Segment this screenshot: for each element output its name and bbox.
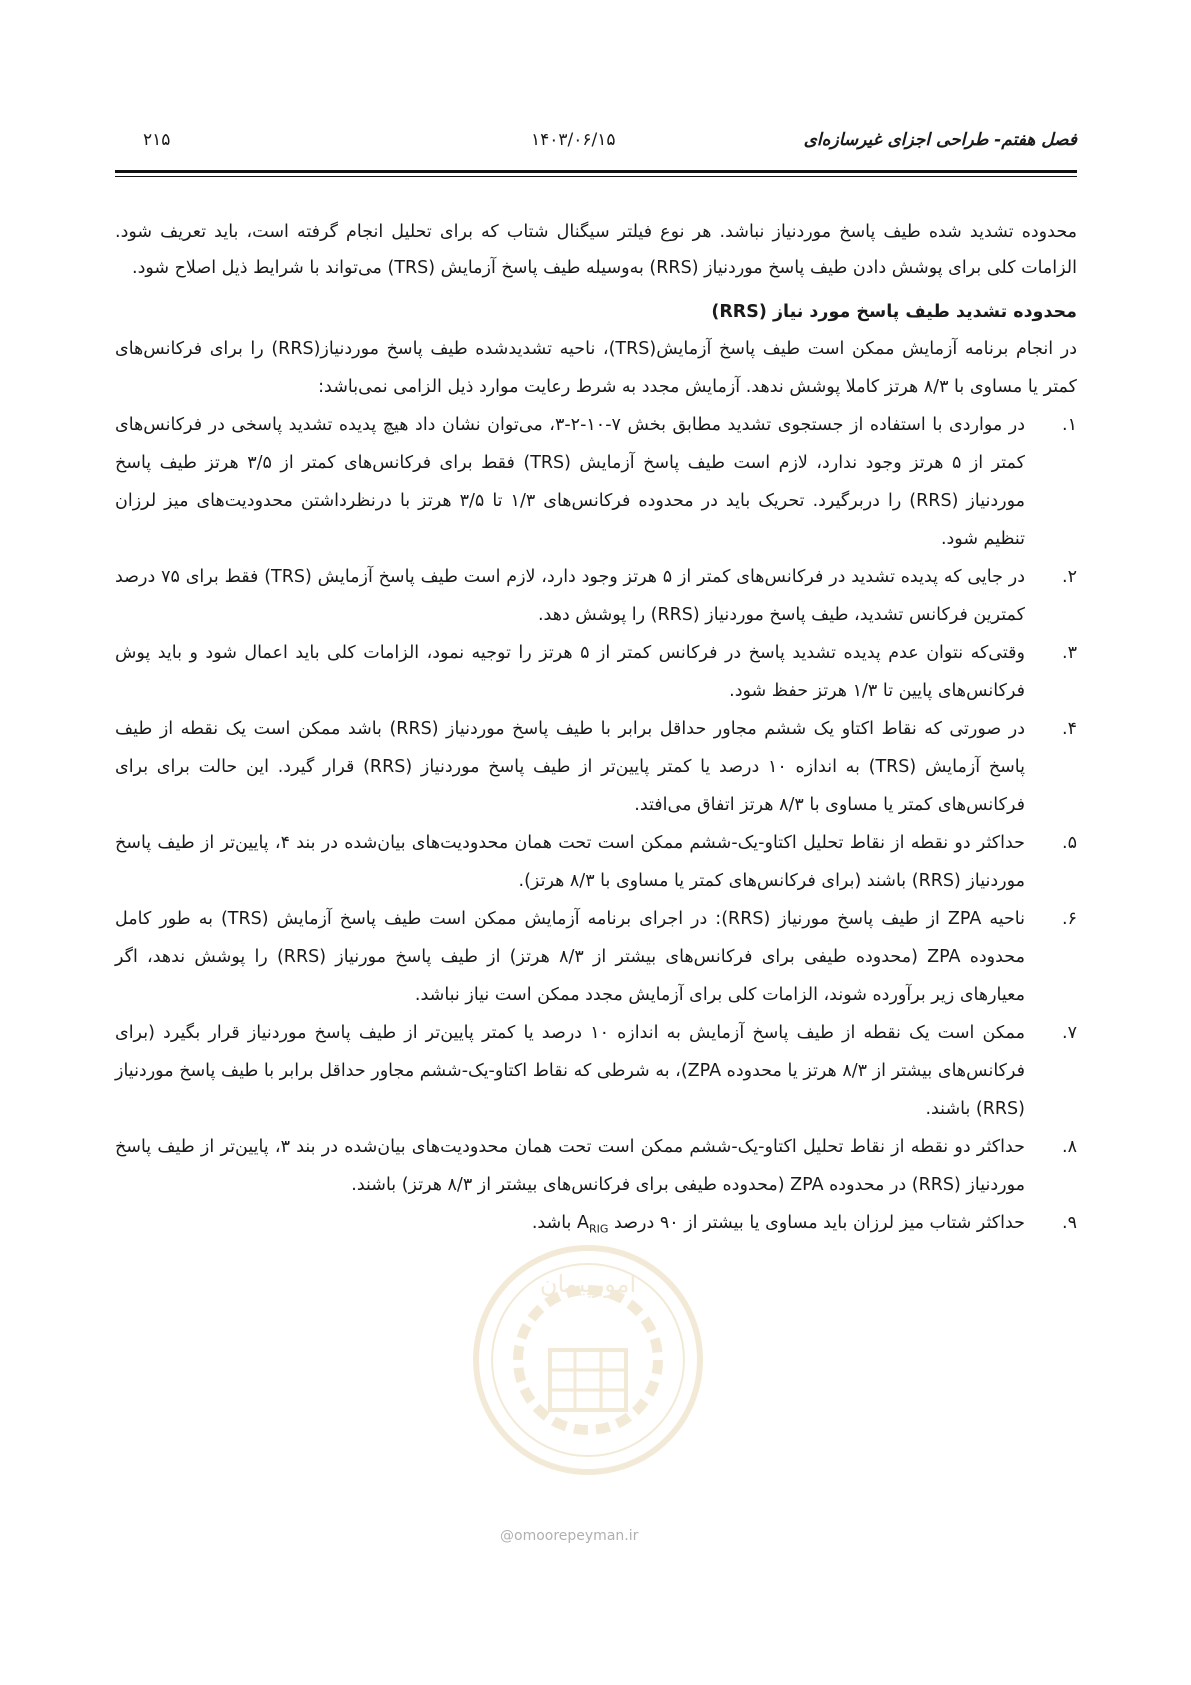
a-rig-symbol <box>577 1213 609 1236</box>
list-item-text: در جایی که پدیده تشدید در فرکانس‌های کمتر از ۵ هرتز وجود دارد، لازم است طیف پاسخ آزمایش (TRS) فقط برای ۷۵ درصد کمترین فرکانس تشدید، طیف پاسخ موردنیاز (RRS) را پوشش دهد. <box>115 567 1025 625</box>
list-item <box>115 824 1077 900</box>
list-item-text: در صورتی که نقاط اکتاو یک ششم مجاور حداقل برابر با طیف پاسخ موردنیاز (RRS) باشد ممکن است یک نقطه از طیف پاسخ آزمایش (TRS) به اندازه ۱۰ درصد یا کمتر پایین‌تر از طیف پاسخ موردنیاز (RRS) قرار گیرد. این حالت برای برای فرکانس‌های کمتر یا مساوی با ۸/۳ هرتز اتفاق می‌افتد. <box>115 719 1026 815</box>
list-item-text: حداکثر دو نقطه از نقاط تحلیل اکتاو-یک-ششم ممکن است تحت همان محدودیت‌های بیان‌شده در بند ۴، پایین‌تر از طیف پاسخ موردنیاز (RRS) باشند (برای فرکانس‌های کمتر یا مساوی با ۸/۳ هرتز). <box>115 833 1025 891</box>
list-item-number: ۱. <box>1062 415 1077 435</box>
requirements-list <box>115 406 1077 1249</box>
list-item <box>115 634 1077 710</box>
list-item <box>115 1014 1077 1128</box>
list-item-text-after: باشد. <box>531 1213 577 1233</box>
watermark-seal-icon <box>458 1230 718 1490</box>
symbol-a: A <box>577 1213 589 1233</box>
list-item-number: ۵. <box>1062 833 1077 853</box>
list-item <box>115 1204 1077 1249</box>
watermark-logo-text: امورپیمان <box>539 1270 637 1298</box>
list-item <box>115 406 1077 558</box>
list-item-text: وقتی‌که نتوان عدم پدیده تشدید پاسخ در فرکانس کمتر از ۵ هرتز را توجیه نمود، الزامات کلی باید اعمال شود و باید پوش فرکانس‌های پایین تا ۱/۳ هرتز حفظ شود. <box>115 643 1025 701</box>
list-item-number: ۳. <box>1062 643 1077 663</box>
main-content <box>115 214 1077 1249</box>
section-intro: در انجام برنامه آزمایش ممکن است طیف پاسخ آزمایش(TRS)، ناحیه تشدیدشده طیف پاسخ موردنیاز(RRS) را برای فرکانس‌های کمتر یا مساوی با ۸/۳ هرتز کاملا پوشش ندهد. آزمایش مجدد به شرط رعایت موارد ذیل الزامی نمی‌باشد: <box>115 339 1077 397</box>
list-item-number: ۸. <box>1062 1137 1077 1157</box>
list-item-number: ۲. <box>1062 567 1077 587</box>
section-heading: محدوده تشدید طیف پاسخ مورد نیاز (RRS) <box>711 302 1077 322</box>
list-item <box>115 710 1077 824</box>
page-header <box>115 126 1077 160</box>
watermark-site: @omoorepeyman.ir <box>500 1528 639 1544</box>
list-item-number: ۷. <box>1062 1023 1077 1043</box>
list-item-text: ممکن است یک نقطه از طیف پاسخ آزمایش به اندازه ۱۰ درصد یا کمتر پایین‌تر از طیف پاسخ موردنیاز قرار بگیرد (برای فرکانس‌های بیشتر از ۸/۳ هرتز یا محدوده ZPA)، به شرطی که نقاط اکتاو-یک-ششم مجاور حداقل برابر با طیف پاسخ موردنیاز (RRS) باشند. <box>115 1023 1026 1119</box>
header-rule-thin <box>115 176 1077 177</box>
header-rule-thick <box>115 170 1077 173</box>
intro-paragraph: محدوده تشدید شده طیف پاسخ موردنیاز نباشد. هر نوع فیلتر سیگنال شتاب که برای تحلیل انجام گرفته است، باید تعریف شود. الزامات کلی برای پوشش دادن طیف پاسخ موردنیاز (RRS) به‌وسیله طیف پاسخ آزمایش (TRS) می‌تواند با شرایط ذیل اصلاح شود. <box>115 222 1077 278</box>
list-item-text: ناحیه ZPA از طیف پاسخ مورنیاز (RRS): در اجرای برنامه آزمایش ممکن است طیف پاسخ آزمایش (TRS) به طور کامل محدوده ZPA (محدوده طیفی برای فرکانس‌های بیشتر از ۸/۳ هرتز) از طیف پاسخ مورنیاز (RRS) را پوشش ندهد، اگر معیارهای زیر برآورده شوند، الزامات کلی برای آزمایش مجدد ممکن است نیاز نباشد. <box>115 909 1025 1005</box>
list-item-number: ۶. <box>1062 909 1077 929</box>
list-item-number: ۹. <box>1062 1213 1077 1233</box>
symbol-subscript: RIG <box>588 1222 609 1236</box>
list-item <box>115 1128 1077 1204</box>
list-item <box>115 900 1077 1014</box>
list-item-text: حداکثر دو نقطه از نقاط تحلیل اکتاو-یک-ششم ممکن است تحت همان محدودیت‌های بیان‌شده در بند ۳، پایین‌تر از طیف پاسخ موردنیاز (RRS) در محدوده ZPA (محدوده طیفی برای فرکانس‌های بیشتر از ۸/۳ هرتز) باشند. <box>115 1137 1025 1195</box>
list-item-number: ۴. <box>1062 719 1077 739</box>
list-item-text: در مواردی با استفاده از جستجوی تشدید مطابق بخش ۷-۱۰-۲-۳، می‌توان نشان داد هیچ پدیده تشدید پاسخی در فرکانس‌های کمتر از ۵ هرتز وجود ندارد، لازم است طیف پاسخ آزمایش (TRS) فقط برای فرکانس‌های کمتر از ۳/۵ هرتز طیف پاسخ موردنیاز (RRS) را دربرگیرد. تحریک باید در محدوده فرکانس‌های ۱/۳ تا ۳/۵ هرتز با درنظرداشتن محدودیت‌های میز لرزان تنظیم شود. <box>115 415 1026 549</box>
page-number: ۲۱۵ <box>143 130 171 150</box>
list-item-text-before: حداکثر شتاب میز لرزان باید مساوی یا بیشتر از ۹۰ درصد <box>608 1213 1025 1233</box>
list-item <box>115 558 1077 634</box>
header-date: ۱۴۰۳/۰۶/۱۵ <box>531 130 616 150</box>
chapter-title: فصل هفتم- طراحی اجزای غیرسازه‌ای <box>803 130 1077 150</box>
